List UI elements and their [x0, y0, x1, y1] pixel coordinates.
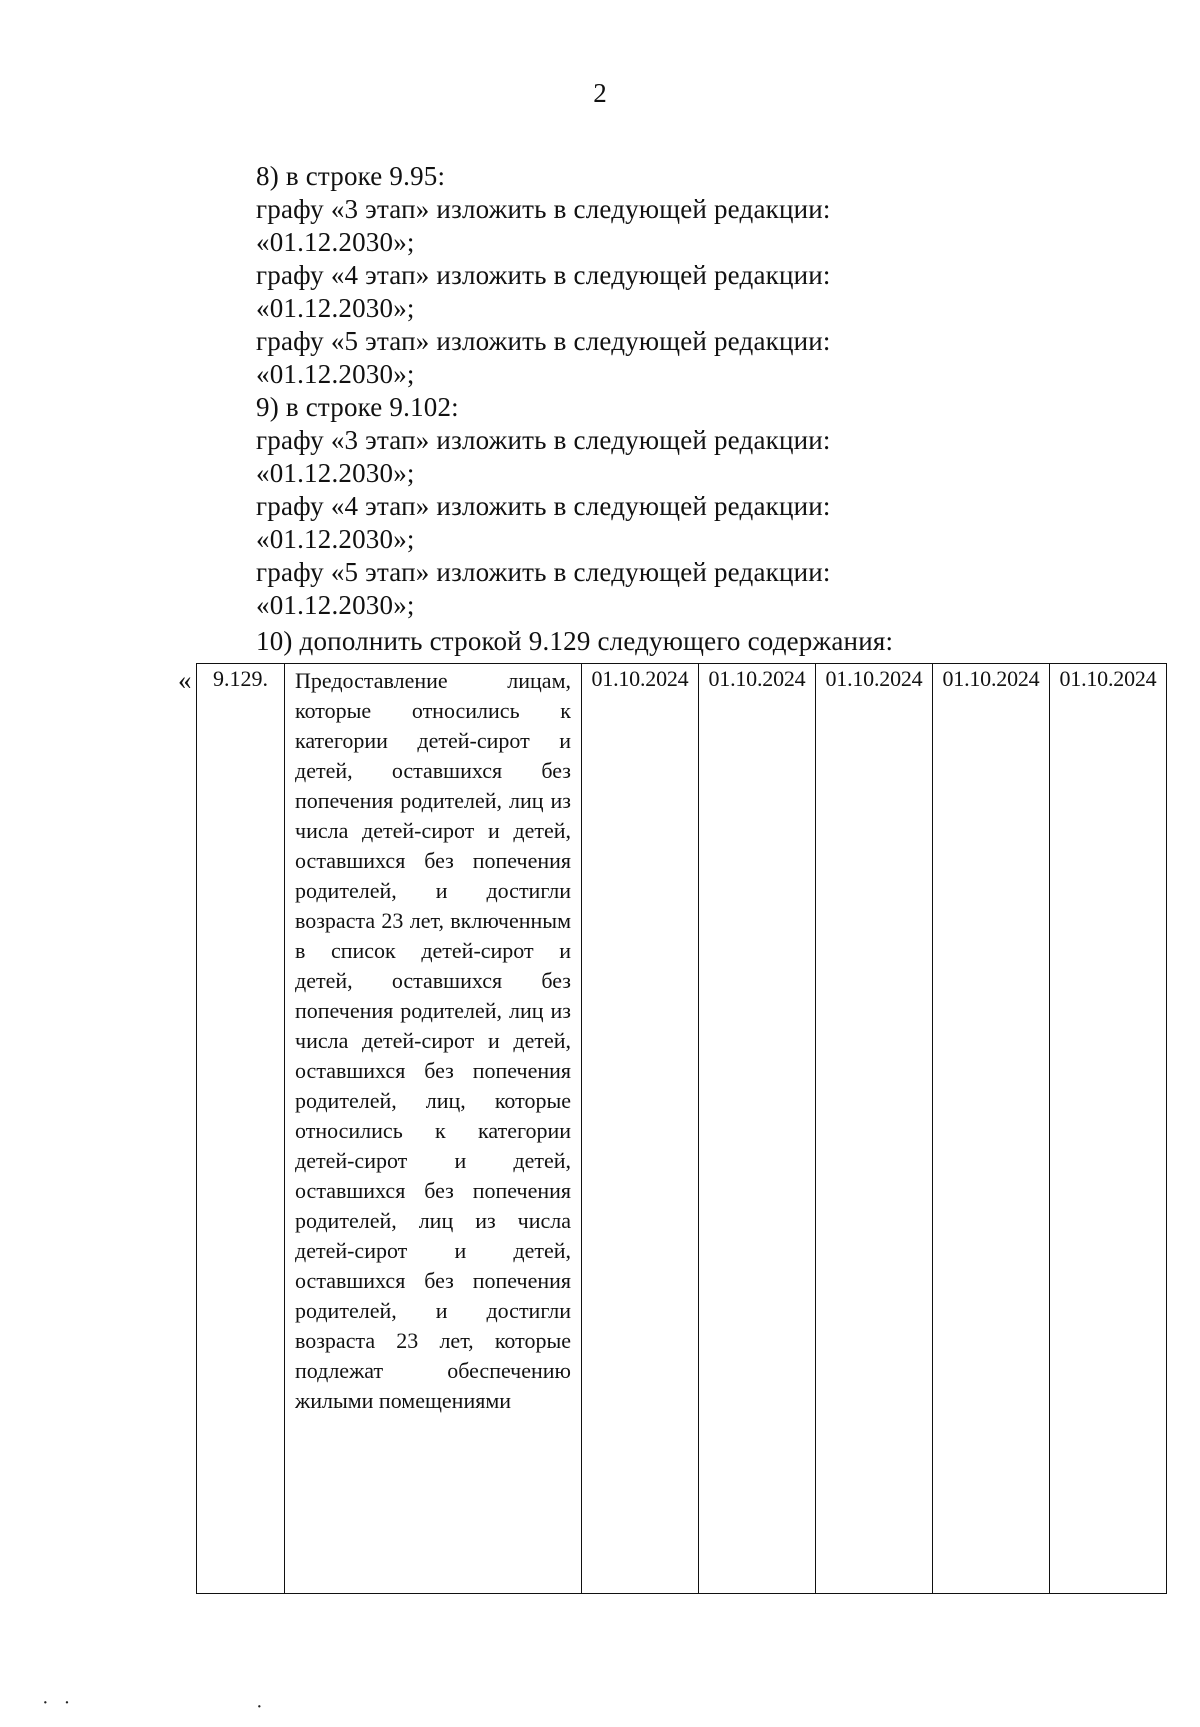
amendment-value: «01.12.2030»; — [256, 359, 415, 389]
stage-4-date-cell: 01.10.2024 — [933, 664, 1050, 1594]
row-description-cell: Предоставление лицам, которые относились к категории детей-сирот и детей, оставшихся без попечения родителей, лиц из числа детей-сирот и детей, оставшихся без попечения родителей, и достигли возраста 23 лет, включенным в список детей-сирот и детей, оставшихся без попечения родителей, лиц из числа детей-сирот и детей, оставшихся без попечения родителей, лиц, которые относились к категории детей-сирот и детей, оставшихся без попечения родителей, лиц из числа детей-сирот и детей, оставшихся без попечения родителей, и достигли возраста 23 лет, которые подлежат обеспечению жилыми помещениями — [285, 664, 582, 1594]
amendment-line: графу «5 этап» изложить в следующей редакции: — [256, 557, 831, 587]
scan-speck: · · — [42, 1692, 71, 1714]
amendment-value: «01.12.2030»; — [256, 227, 415, 257]
stage-3-date-cell: 01.10.2024 — [816, 664, 933, 1594]
open-quote-mark: « — [178, 665, 192, 695]
amendment-item-9: 9) в строке 9.102: — [256, 392, 459, 422]
amendment-item-10: 10) дополнить строкой 9.129 следующего содержания: — [256, 626, 894, 656]
page-number: 2 — [593, 78, 607, 108]
amendment-line: графу «4 этап» изложить в следующей редакции: — [256, 260, 831, 290]
amendment-table — [196, 663, 1167, 1594]
stage-5-date-cell: 01.10.2024 — [1050, 664, 1167, 1594]
amendment-line: графу «3 этап» изложить в следующей редакции: — [256, 425, 831, 455]
stage-1-date-cell: 01.10.2024 — [582, 664, 699, 1594]
row-number-cell: 9.129. — [197, 664, 285, 1594]
amendment-value: «01.12.2030»; — [256, 458, 415, 488]
amendment-value: «01.12.2030»; — [256, 293, 415, 323]
table-row — [197, 664, 1167, 1594]
amendment-item-8: 8) в строке 9.95: — [256, 161, 446, 191]
scan-speck: · — [256, 1696, 263, 1718]
amendment-line: графу «4 этап» изложить в следующей редакции: — [256, 491, 831, 521]
stage-2-date-cell: 01.10.2024 — [699, 664, 816, 1594]
amendment-line: графу «3 этап» изложить в следующей редакции: — [256, 194, 831, 224]
amendment-line: графу «5 этап» изложить в следующей редакции: — [256, 326, 831, 356]
amendment-value: «01.12.2030»; — [256, 590, 415, 620]
amendment-value: «01.12.2030»; — [256, 524, 415, 554]
